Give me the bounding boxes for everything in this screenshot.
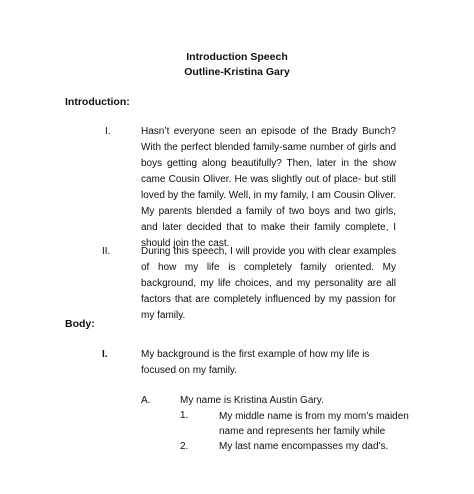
item-2-number: 2. bbox=[180, 441, 189, 452]
subpoint-a-text: My name is Kristina Austin Gary. bbox=[180, 395, 324, 406]
body-point-1-numeral: I. bbox=[102, 349, 108, 360]
body-heading: Body: bbox=[65, 318, 95, 330]
body-point-1-text: My background is the first example of how my life is focused on my family. bbox=[141, 349, 370, 376]
subpoint-a-letter: A. bbox=[141, 395, 151, 406]
intro-point-2-text: During this speech, I will provide you with clear examples of how my life is completely family oriented. My background, my life choices, and my personality are all factors that are completely influenced by my passion for my family. bbox=[141, 246, 396, 321]
intro-point-1-text: Hasn’t everyone seen an episode of the Brady Bunch? With the perfect blended family-same number of girls and boys getting along beautifully? Then, later in the show came Cousin Oliver. He was slightly out of place- but still loved by the family. Well, in my family, I am Cousin Oliver. My parents blended a family of two boys and two girls, and later decided that to make their family complete, I should join the cast. bbox=[141, 126, 396, 249]
item-1-number: 1. bbox=[180, 410, 189, 421]
document-title: Introduction Speech bbox=[186, 51, 288, 63]
introduction-heading: Introduction: bbox=[65, 96, 130, 108]
intro-point-2-numeral: II. bbox=[102, 246, 111, 257]
item-1-text: My middle name is from my mom’s maiden name and represents her family while bbox=[219, 411, 409, 437]
intro-point-1-numeral: I. bbox=[105, 126, 111, 137]
item-2-text: My last name encompasses my dad’s. bbox=[219, 441, 389, 452]
document-subtitle: Outline-Kristina Gary bbox=[184, 66, 290, 78]
